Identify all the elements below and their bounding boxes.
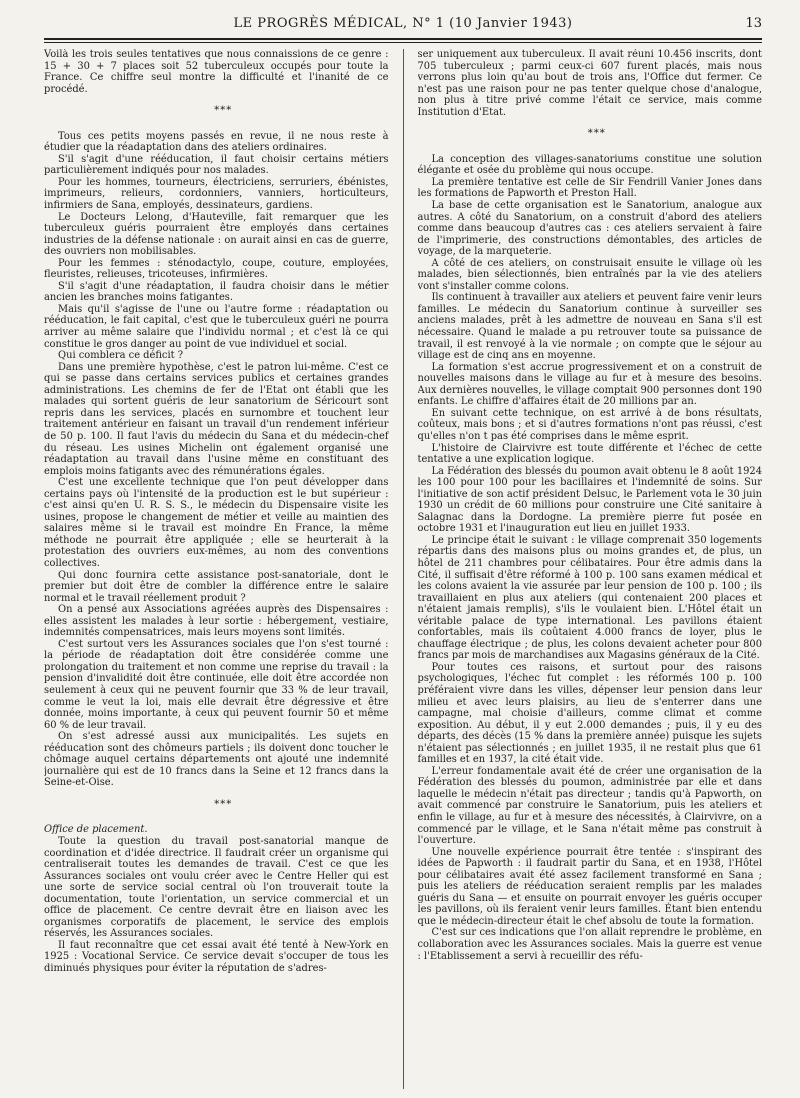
- paragraph: Mais qu'il s'agisse de l'une ou l'autre forme : réadaptation ou rééducation, le fait capital, c'est que le tuberculeux guéri ne pourra arriver au même salaire que l'individu normal ; et c'est là ce qui constitue le gros danger au point de vue individuel et social.: [44, 303, 389, 350]
- paragraph: La formation s'est accrue progressivement et on a construit de nouvelles maisons dans le village au fur et à mesure des besoins. Aux dernières nouvelles, le village comptait 900 personnes dont 190 enfants. Le chiffre d'affaires était de 20 millions par an.: [417, 361, 762, 408]
- paragraph: S'il s'agit d'une réadaptation, il faudra choisir dans le métier ancien les branches moins fatigantes.: [44, 280, 389, 304]
- left-column: [44, 49, 389, 1089]
- paragraph: ser uniquement aux tuberculeux. Il avait réuni 10.456 inscrits, dont 705 tuberculeux ; parmi ceux-ci 607 furent placés, mais nous verrons plus loin qu'au bout de trois ans, l'Office dut fermer. Ce n'est pas une raison pour ne pas tenter quelque chose d'analogue, non plus à titre privé comme l'était ce service, mais comme Institution d'Etat.: [417, 49, 762, 118]
- column-divider: [403, 49, 404, 1089]
- paragraph: C'est sur ces indications que l'on allait reprendre le problème, en collaboration avec les Assurances sociales. Mais la guerre est venue : l'Etablissement a servi à recueillir des réfu-: [417, 927, 762, 962]
- right-column: [418, 49, 763, 1089]
- section-subheading: Office de placement.: [44, 824, 148, 836]
- paragraph: L'erreur fondamentale avait été de créer une organisation de la Fédération des blessés du poumon, administrée par elle et dans laquelle le médecin n'était pas directeur ; tandis qu'à Papworth, on avait commencé par construire le Sanatorium, puis les ateliers et enfin le village, au fur et à mesure des nécessités, à Clairvivre, on a commencé par le village, et le Sana n'était même pas construit à l'ouverture.: [417, 765, 762, 847]
- paragraph: Toute la question du travail post-sanatorial manque de coordination et d'idée directrice. Il faudrait créer un organisme qui centraliserait toutes les demandes de travail. C'est ce que les Assurances sociales ont voulu créer avec le Centre Heller qui est une sorte de service social central où l'on trouverait toute la documentation, toute l'orientation, un service commercial et un office de placement. Ce centre devrait être en liaison avec les organismes corporatifs de placement, le service des emplois réservés, les Assurances sociales.: [44, 836, 389, 940]
- paragraph: Ils continuent à travailler aux ateliers et peuvent faire venir leurs familles. Le médecin du Sanatorium continue à surveiller ses anciens malades, prêt à les admettre de nouveau en Sana s'il est nécessaire. Quand le malade a pu retrouver toute sa puissance de travail, il est renvoyé à la vie normale ; on compte que le séjour au village est de cinq ans en moyenne.: [417, 292, 762, 362]
- paragraph: La Fédération des blessés du poumon avait obtenu le 8 août 1924 les 100 pour 100 pour les bacillaires et l'indemnité de soins. Sur l'initiative de son actif président Delsuc, le Parlement vota le 30 juin 1930 un crédit de 60 millions pour construire une Cité sanitaire à Salagnac dans la Dordogne. La première pierre fut posée en octobre 1931 et l'inauguration eut lieu en juillet 1933.: [417, 465, 762, 535]
- paragraph: A côté de ces ateliers, on construisait ensuite le village où les malades, bien sélectionnés, bien entraînés par la vie des ateliers vont s'installer comme colons.: [417, 257, 762, 292]
- paragraph: Il faut reconnaître que cet essai avait été tenté à New-York en 1925 : Vocational Service. Ce service devait s'occuper de tous les diminués physiques pour éviter la réputation de s'adres-: [44, 939, 389, 975]
- section-separator: ***: [587, 128, 606, 140]
- paragraph: Dans une première hypothèse, c'est le patron lui-même. C'est ce qui se passe dans certains services publics et certaines grandes administrations. Les chemins de fer de l'Etat ont établi que les malades qui sortent guéris de leur sanatorium de Séricourt sont repris dans les services, placés en surnombre et touchent leur traitement antérieur en faisant un travail d'un rendement inférieur de 50 p. 100. Il faut l'avis du médecin du Sana et du médecin-chef du réseau. Les usines Michelin ont également organisé une réadaptation au travail dans l'usine même en constituant des emplois moins fatigants avec des rémunérations égales.: [44, 361, 389, 477]
- paragraph: Pour toutes ces raisons, et surtout pour des raisons psychologiques, l'échec fut complet : les réformés 100 p. 100 préféraient vivre dans les villes, dépenser leur pension dans leur milieu et avec leurs plaisirs, au lieu de s'enterrer dans une campagne, mal choisie d'ailleurs, comme climat et comme exposition. Au début, il y eut 2.000 demandes ; puis, il y eu des départs, des décès (15 % dans la première année) puisque les sujets n'étaient pas sélectionnés ; en juillet 1935, il ne restait plus que 61 familles et en 1937, la cité était vide.: [417, 661, 762, 766]
- section-separator: ***: [214, 105, 233, 117]
- paragraph: L'histoire de Clairvivre est toute différente et l'échec de cette tentative a une explication logique.: [417, 442, 762, 466]
- paragraph: Une nouvelle expérience pourrait être tentée : s'inspirant des idées de Papworth : il faudrait partir du Sana, et en 1938, l'Hôtel pour célibataires avait été assez facilement transformé en Sana ; puis les ateliers de rééducation seraient remplis par les malades guéris du Sana — et ensuite on pourrait envoyer les guéris occuper les pavillons, où ils feraient venir leurs familles. Étant bien entendu que le médecin-directeur était le chef absolu de toute la formation.: [417, 846, 762, 927]
- paragraph: Qui donc fournira cette assistance post-sanatoriale, dont le premier but doit être de combler la différence entre le salaire normal et le travail réellement produit ?: [44, 569, 389, 604]
- paragraph: C'est surtout vers les Assurances sociales que l'on s'est tourné : la période de réadaptation doit être considérée comme une prolongation du traitement et non comme une reprise du travail : la pension d'invalidité doit être continuée, elle doit être accordée non seulement à ceux qui ne peuvent fournir que 33 % de leur travail, comme le veut la loi, mais elle devrait être dégressive et être donnée, moins importante, à ceux qui peuvent fournir 50 et même 60 % de leur travail.: [44, 638, 389, 731]
- section-separator: ***: [214, 798, 233, 810]
- journal-title: LE PROGRÈS MÉDICAL, N° 1 (10 Janvier 1943): [233, 16, 573, 31]
- page-header: [44, 14, 762, 34]
- paragraph: Le principe était le suivant : le village comprenait 350 logements répartis dans des maisons plus ou moins grandes et, de plus, un hôtel de 211 chambres pour célibataires. Pour être admis dans la Cité, il suffisait d'être réformé à 100 p. 100 sans examen médical et les colons avaient la vie assurée par leur pension de 100 p. 100 ; ils travaillaient en plus aux ateliers (qui contenaient 200 places et n'étaient jamais remplis), s'ils le voulaient bien. L'Hôtel était un véritable palace de type international. Les pavillons étaient confortables, mais ils coûtaient 4.000 francs de loyer, plus le chauffage électrique ; de plus, les colons devaient acheter pour 800 francs par mois de marchandises aux Magasins généraux de la Cité.: [417, 534, 762, 662]
- paragraph: C'est une excellente technique que l'on peut développer dans certains pays où l'intensité de la production est le but supérieur : c'est ainsi qu'en U. R. S. S., le médecin du Dispensaire visite les usines, propose le changement de métier et veille au maintien des salaires même si le travail est moindre En France, la même méthode ne pourrait être appliquée ; elle se heurterait à la protestation des ouvriers eux-mêmes, au nom des conventions collectives.: [44, 477, 389, 569]
- paragraph: Pour les hommes, tourneurs, électriciens, serruriers, ébénistes, imprimeurs, relieurs, cordonniers, vanniers, horticulteurs, infirmiers de Sana, employés, dessinateurs, gardiens.: [44, 176, 389, 212]
- paragraph: Tous ces petits moyens passés en revue, il ne nous reste à étudier que la réadaptation dans des ateliers ordinaires.: [44, 130, 389, 154]
- page-number: 13: [745, 16, 762, 31]
- paragraph: Voilà les trois seules tentatives que nous connaissions de ce genre : 15 + 30 + 7 places soit 52 tuberculeux occupés pour toute la France. Ce chiffre seul montre la difficulté et l'inanité de ce procédé.: [44, 49, 389, 95]
- paragraph: Qui comblera ce déficit ?: [58, 350, 184, 362]
- paragraph: La base de cette organisation est le Sanatorium, analogue aux autres. A côté du Sanatorium, on a construit d'abord des ateliers comme dans beaucoup d'autres cas : ces ateliers servaient à faire de l'imprimerie, des constructions démontables, des articles de voyage, de la marqueterie.: [417, 200, 762, 258]
- paragraph: On a pensé aux Associations agréées auprès des Dispensaires : elles assistent les malades à leur sortie : hébergement, vestiaire, indemnités compensatrices, mais leurs moyens sont limités.: [44, 604, 389, 639]
- paragraph: Pour les femmes : sténodactylo, coupe, couture, employées, fleuristes, relieuses, tricoteuses, infirmières.: [44, 257, 389, 281]
- header-rule: [44, 38, 762, 43]
- article-columns: [44, 49, 762, 1089]
- paragraph: En suivant cette technique, on est arrivé à de bons résultats, coûteux, mais bons ; et si d'autres formations n'ont pas réussi, c'est qu'elles n'on t pas été comprises dans le même esprit.: [417, 407, 762, 442]
- paragraph: La première tentative est celle de Sir Fendrill Vanier Jones dans les formations de Papworth et Preston Hall.: [417, 176, 762, 200]
- paragraph: Le Docteurs Lelong, d'Hauteville, fait remarquer que les tuberculeux guéris pourraient être employés dans certaines industries de la défense nationale : on aurait ainsi en cas de guerre, des ouvriers non mobilisables.: [44, 211, 389, 258]
- paragraph: S'il s'agit d'une rééducation, il faut choisir certains métiers particulièrement indiqués pour nos malades.: [44, 153, 389, 177]
- paragraph: La conception des villages-sanatoriums constitue une solution élégante et osée du problème qui nous occupe.: [417, 153, 762, 177]
- paragraph: On s'est adressé aussi aux municipalités. Les sujets en rééducation sont des chômeurs partiels ; ils doivent donc toucher le chômage auquel certains départements ont ajouté une indemnité journalière qui est de 10 francs dans la Seine et 12 francs dans la Seine-et-Oise.: [44, 731, 389, 789]
